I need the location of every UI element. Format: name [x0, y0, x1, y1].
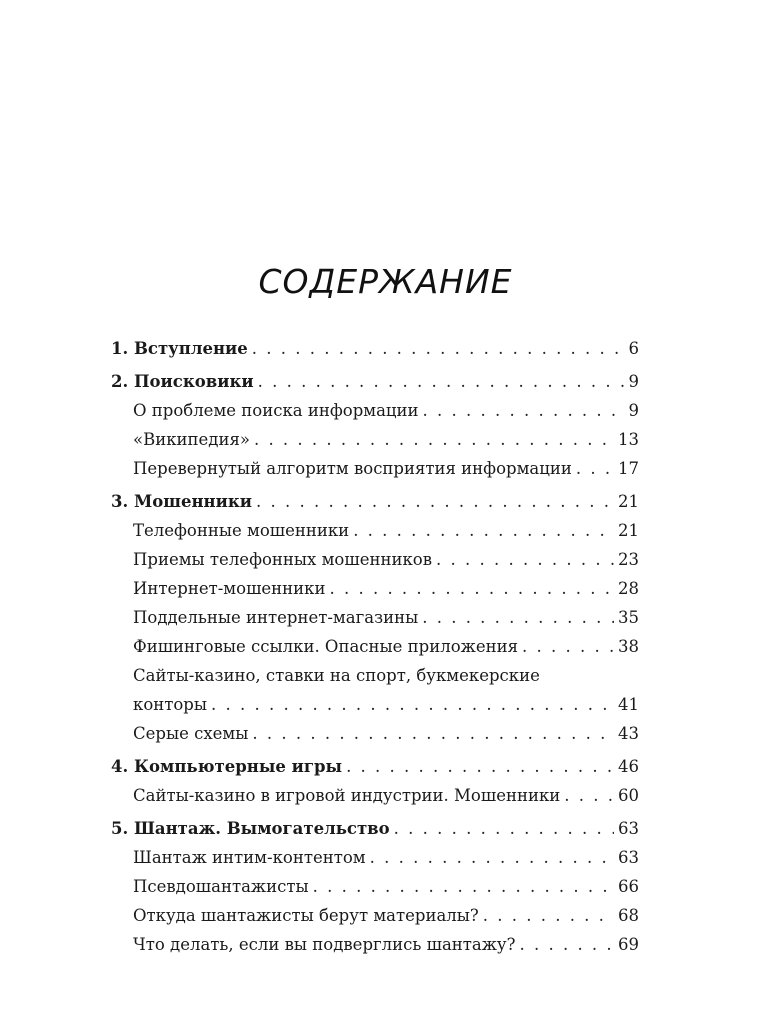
toc-entry-section [111, 458, 639, 487]
toc-leader-dots [564, 785, 614, 807]
toc-entry-page: 46 [618, 757, 639, 776]
toc-entry-chapter-1 [111, 338, 639, 367]
toc-leader-dots [258, 371, 625, 393]
toc-entry-label: Телефонные мошенники [133, 521, 350, 540]
toc-leader-dots [254, 429, 614, 451]
toc-entry-label: Приемы телефонных мошенников [133, 550, 432, 569]
toc-entry-section [111, 876, 639, 905]
toc-entry-label: Сайты-казино, ставки на спорт, букмекерские [133, 666, 540, 685]
toc-entry-section [111, 665, 639, 723]
page-title: СОДЕРЖАНИЕ [258, 262, 513, 301]
toc-entry-page: 60 [618, 786, 639, 805]
toc-entry-label-continued: конторы [133, 695, 208, 714]
toc-leader-dots [370, 847, 614, 869]
toc-entry-page: 68 [618, 906, 639, 925]
toc-entry-section [111, 636, 639, 665]
toc-entry-label: Интернет-мошенники [133, 579, 326, 598]
toc-leader-dots [519, 934, 614, 956]
toc-entry-page: 63 [618, 819, 639, 838]
toc-leader-dots [423, 400, 625, 422]
toc-leader-dots [576, 458, 614, 480]
toc-entry-section [111, 520, 639, 549]
toc-entry-page: 66 [618, 877, 639, 896]
table-of-contents [111, 338, 639, 963]
toc-entry-page: 23 [618, 550, 639, 569]
toc-entry-chapter-2 [111, 371, 639, 400]
toc-entry-page: 9 [628, 372, 639, 391]
toc-entry-label: Псевдошантажисты [133, 877, 309, 896]
toc-entry-label: 4. Компьютерные игры [111, 757, 343, 776]
toc-entry-page: 13 [618, 430, 639, 449]
toc-entry-section [111, 785, 639, 814]
toc-leader-dots [313, 876, 614, 898]
toc-entry-label: 2. Поисковики [111, 372, 254, 391]
toc-entry-page: 43 [618, 724, 639, 743]
toc-entry-page: 21 [618, 492, 639, 511]
toc-entry-section [111, 400, 639, 429]
toc-entry-page: 38 [618, 637, 639, 656]
toc-leader-dots [329, 578, 614, 600]
toc-entry-page: 21 [618, 521, 639, 540]
toc-leader-dots [252, 338, 625, 360]
toc-leader-dots [422, 607, 614, 629]
toc-entry-section [111, 429, 639, 458]
toc-entry-label: Серые схемы [133, 724, 249, 743]
toc-entry-page: 28 [618, 579, 639, 598]
toc-entry-chapter-4 [111, 756, 639, 785]
toc-entry-page: 63 [618, 848, 639, 867]
toc-entry-label: Шантаж интим-контентом [133, 848, 366, 867]
toc-leader-dots [252, 723, 614, 745]
toc-leader-dots [522, 636, 614, 658]
toc-entry-label: Поддельные интернет-магазины [133, 608, 419, 627]
toc-entry-page: 6 [628, 339, 639, 358]
toc-entry-section [111, 578, 639, 607]
toc-entry-section [111, 723, 639, 752]
toc-entry-page: 41 [618, 695, 639, 714]
toc-entry-label: 3. Мошенники [111, 492, 253, 511]
toc-entry-section [111, 847, 639, 876]
toc-entry-label: Сайты-казино в игровой индустрии. Мошенники [133, 786, 561, 805]
toc-entry-chapter-3 [111, 491, 639, 520]
toc-entry-page: 9 [628, 401, 639, 420]
toc-leader-dots [256, 491, 614, 513]
toc-leader-dots [346, 756, 614, 778]
toc-leader-dots [394, 818, 614, 840]
toc-entry-chapter-5 [111, 818, 639, 847]
toc-entry-label: 5. Шантаж. Вымогательство [111, 819, 390, 838]
toc-leader-dots [436, 549, 614, 571]
toc-entry-label: Откуда шантажисты берут материалы? [133, 906, 479, 925]
toc-leader-dots [353, 520, 614, 542]
toc-entry-label: Что делать, если вы подверглись шантажу? [133, 935, 516, 954]
toc-entry-label: «Википедия» [133, 430, 250, 449]
toc-entry-page: 69 [618, 935, 639, 954]
toc-leader-dots [211, 694, 614, 716]
toc-entry-label: Фишинговые ссылки. Опасные приложения [133, 637, 518, 656]
toc-leader-dots [483, 905, 614, 927]
toc-entry-page: 35 [618, 608, 639, 627]
toc-entry-label: 1. Вступление [111, 339, 248, 358]
toc-entry-page: 17 [618, 459, 639, 478]
toc-entry-section [111, 549, 639, 578]
toc-entry-section [111, 934, 639, 963]
toc-entry-section [111, 905, 639, 934]
toc-entry-section [111, 607, 639, 636]
toc-entry-label: О проблеме поиска информации [133, 401, 419, 420]
toc-entry-label: Перевернутый алгоритм восприятия информации [133, 459, 572, 478]
